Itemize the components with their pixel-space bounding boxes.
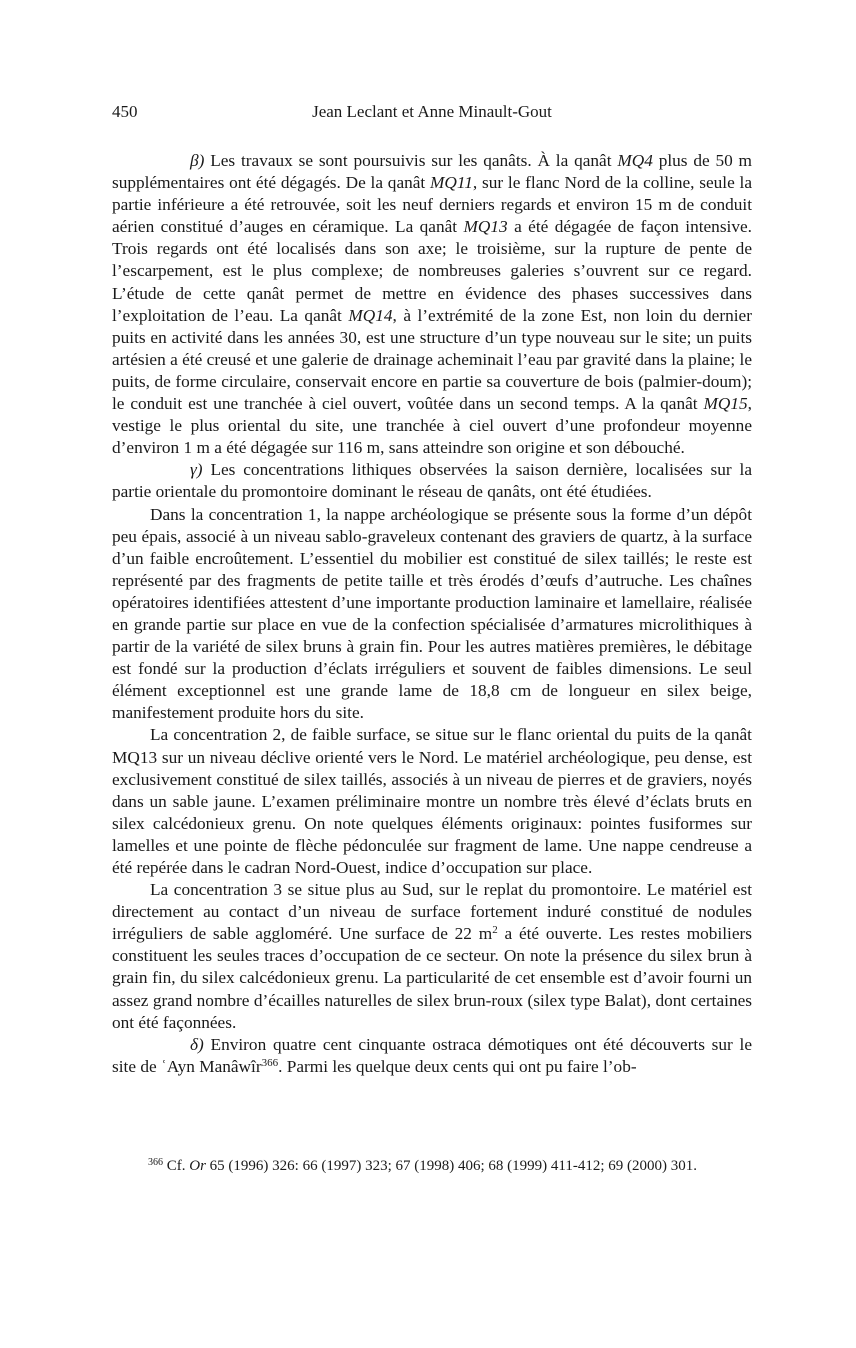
superscript: 2 (492, 924, 498, 937)
paragraph-gamma: γ) Les concentrations lithiques observées la saison dernière, localisées sur la partie orientale du promontoire dominant le réseau de qanâts, ont été étudiées. (112, 460, 752, 502)
section-marker: δ) (190, 1034, 204, 1054)
footnote-reference[interactable]: 366 (261, 1056, 279, 1069)
qanat-id: MQ14 (348, 305, 393, 325)
journal-abbrev: Or (189, 1158, 206, 1174)
section-marker: β) (190, 151, 205, 170)
paragraph-concentration-1: Dans la concentration 1, la nappe archéologique se présente sous la forme d’un dépôt peu épais, associé à un niveau sablo-graveleux contenant des graviers de quartz, à la surface d’un faible encroûtement. L’essentiel du mobilier est constitué de silex taillés; le reste est représenté par des fragments de petite taille et très érodés d’œufs d’autruche. Les chaînes opératoires identifiées attestent d’une importante production laminaire et lamellaire, réalisée en grande partie sur place en vue de la confection spécialisée d’armatures microlithiques à partir de la variété de silex bruns à grain fin. Pour les autres matières premières, le débitage est fondé sur la production d’éclats irréguliers et souvent de faibles dimensions. Le seul élément exceptionnel est une grande lame de 18,8 cm de longueur en silex beige, manifestement produite hors du site. (112, 504, 752, 723)
qanat-id: MQ11 (430, 173, 473, 193)
qanat-id: MQ15 (703, 394, 748, 414)
body-text (112, 150, 752, 1078)
paragraph-concentration-2: La concentration 2, de faible surface, se situe sur le flanc oriental du puits de la qanât MQ13 sur un niveau déclive orienté vers le Nord. Le matériel archéologique, peu dense, est exclusivement constitué de silex taillés, associés à un niveau de pierres et de graviers, noyés dans un sable jaune. L’examen préliminaire montre un nombre très élevé d’éclats bruts en silex calcédonieux grenu. On note quelques éléments originaux: pointes fusiformes sur lamelles et une pointe de flèche pédonculée sur fragment de lame. Une nappe cendreuse a été repérée dans le cadran Nord-Ouest, indice d’occupation sur place. (112, 725, 752, 877)
page-header (112, 99, 752, 125)
paragraph-delta: δ) Environ quatre cent cinquante ostraca démotiques ont été découverts sur le site de ʿAyn Manâwîr$^{366}$. Parmi les quelque deux cents qui ont pu faire l’ob- (112, 1034, 752, 1076)
page-number: 450 (112, 102, 138, 121)
paragraph-concentration-3: La concentration 3 se situe plus au Sud, sur le replat du promontoire. Le matériel est directement au contact d’un niveau de surface fortement induré constitué de nodules irréguliers de sable aggloméré. Une surface de 22 $m^2$ a été ouverte. Les restes mobiliers constituent les seules traces d’occupation de ce secteur. On note la présence du silex brun à grain fin, du silex calcédonieux grenu. La particularité de cet ensemble est d’avoir fourni un assez grand nombre d’écailles naturelles de silex brun-roux (silex type Balat), dont certaines ont été façonnées. (112, 880, 753, 1032)
footnote: $^{366}$ Cf. Or 65 (1996) 326: 66 (1997) 323; 67 (1998) 406; 68 (1999) 411-412; 69 (2000) 301. (148, 1157, 697, 1174)
running-head: Jean Leclant et Anne Minault-Gout (312, 102, 552, 121)
qanat-id: MQ13 (463, 217, 508, 237)
qanat-id: MQ4 (617, 151, 653, 170)
footnote-number: 366 (148, 1157, 163, 1168)
paragraph-beta: β) Les travaux se sont poursuivis sur les qanâts. À la qanât MQ4 plus de 50 m supplémentaires ont été dégagés. De la qanât MQ11, sur le flanc Nord de la colline, seule la partie inférieure a été retrouvée, soit les neuf derniers regards et environ 15 m de conduit aérien constitué d’auges en céramique. La qanât MQ13 a été dégagée de façon intensive. Trois regards ont été localisés dans son axe; le troisième, sur la rupture de pente de l’escarpement, est le plus complexe; de nombreuses galeries s’ouvrent sur ce regard. L’étude de cette qanât permet de mettre en évidence des phases successives dans l’exploitation de l’eau. La qanât MQ14, à l’extrémité de la zone Est, non loin du dernier puits en activité dans les années 30, est une structure d’un type nouveau sur le site; un puits artésien a été creusé et une galerie de drainage acheminait l’eau par gravité dans la plaine; le puits, de forme circulaire, conservait encore en partie sa couverture de bois (palmier-doum); le conduit est une tranchée à ciel ouvert, voûtée dans un second temps. A la qanât MQ15, vestige le plus oriental du site, une tranchée à ciel ouvert d’une profondeur moyenne d’environ 1 m a été dégagée sur 116 m, sans atteindre son origine et son débouché. (112, 151, 752, 458)
section-marker: γ) (190, 460, 203, 480)
